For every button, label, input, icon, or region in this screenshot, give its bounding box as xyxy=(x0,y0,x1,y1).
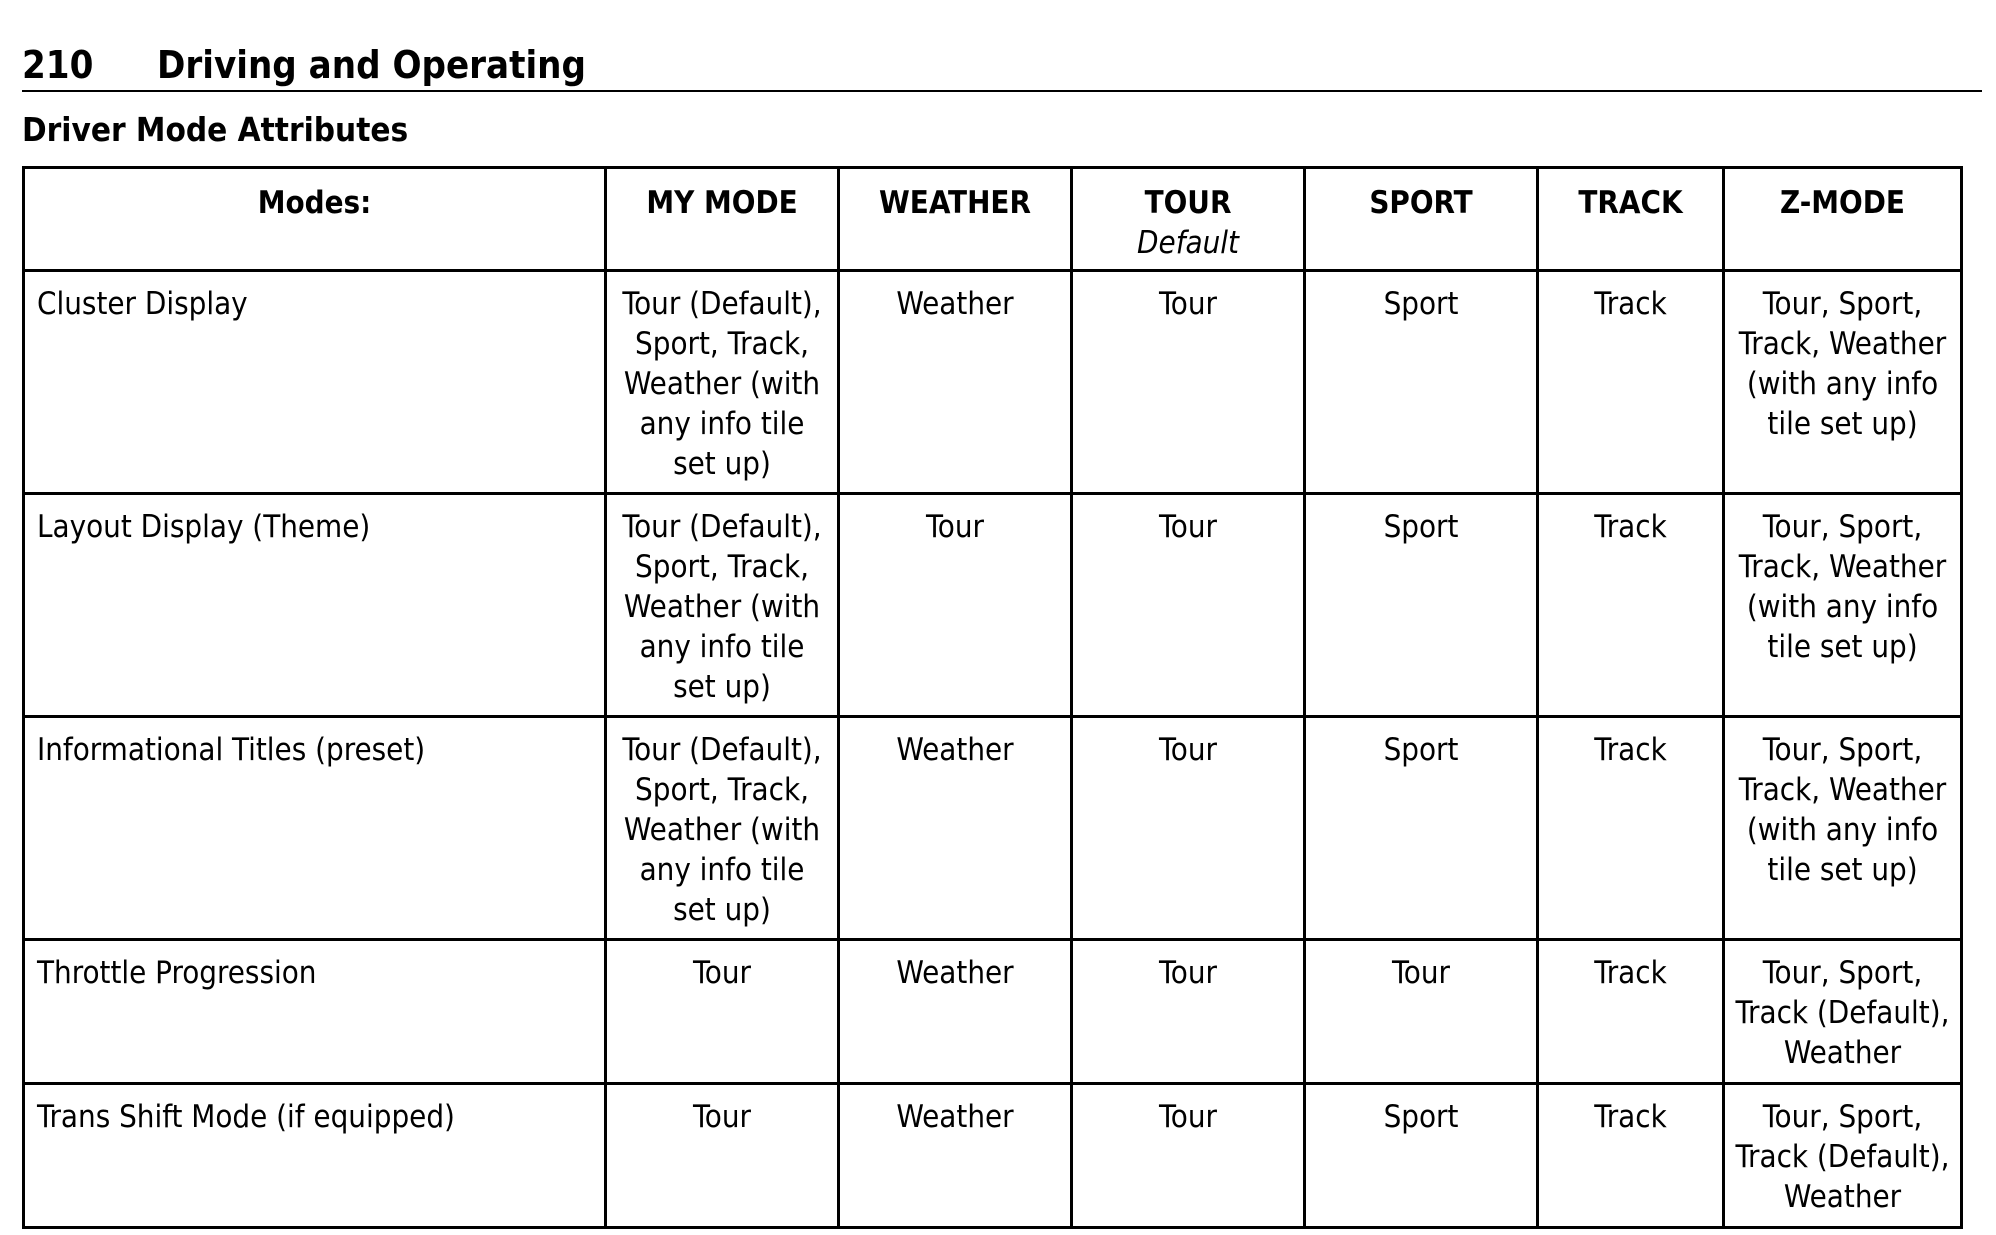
table-row xyxy=(24,940,1962,1084)
column-header-tour: TOUR Default xyxy=(1072,168,1305,271)
cell-my-mode: Tour (Default), Sport, Track, Weather (with any info tile set up) xyxy=(606,494,839,717)
cell-sport: Tour xyxy=(1305,940,1538,1084)
cell-z-mode: Tour, Sport, Track, Weather (with any info tile set up) xyxy=(1724,717,1962,940)
column-header-my-mode: MY MODE xyxy=(606,168,839,271)
cell-track: Track xyxy=(1538,494,1724,717)
cell-track: Track xyxy=(1538,271,1724,494)
table-row xyxy=(24,717,1962,940)
cell-tour: Tour xyxy=(1072,271,1305,494)
row-label: Trans Shift Mode (if equipped) xyxy=(24,1084,606,1228)
cell-track: Track xyxy=(1538,940,1724,1084)
page-header xyxy=(22,34,1982,92)
row-label: Informational Titles (preset) xyxy=(24,717,606,940)
cell-sport: Sport xyxy=(1305,271,1538,494)
cell-z-mode: Tour, Sport, Track, Weather (with any info tile set up) xyxy=(1724,271,1962,494)
table-row xyxy=(24,494,1962,717)
cell-weather: Weather xyxy=(839,940,1072,1084)
table-title: Driver Mode Attributes xyxy=(22,110,409,149)
header-row xyxy=(24,168,1962,271)
table-row xyxy=(24,1084,1962,1228)
row-label: Throttle Progression xyxy=(24,940,606,1084)
cell-tour: Tour xyxy=(1072,494,1305,717)
cell-track: Track xyxy=(1538,717,1724,940)
column-header-weather: WEATHER xyxy=(839,168,1072,271)
cell-tour: Tour xyxy=(1072,717,1305,940)
cell-sport: Sport xyxy=(1305,1084,1538,1228)
cell-tour: Tour xyxy=(1072,1084,1305,1228)
cell-z-mode: Tour, Sport, Track (Default), Weather xyxy=(1724,940,1962,1084)
cell-weather: Weather xyxy=(839,717,1072,940)
driver-mode-attributes-table xyxy=(22,166,1963,1229)
cell-my-mode: Tour xyxy=(606,1084,839,1228)
cell-my-mode: Tour (Default), Sport, Track, Weather (with any info tile set up) xyxy=(606,717,839,940)
cell-track: Track xyxy=(1538,1084,1724,1228)
cell-weather: Weather xyxy=(839,1084,1072,1228)
column-header-sport: SPORT xyxy=(1305,168,1538,271)
page-number: 210 xyxy=(22,43,94,87)
column-header-modes: Modes: xyxy=(24,168,606,271)
row-label: Cluster Display xyxy=(24,271,606,494)
section-title: Driving and Operating xyxy=(157,43,586,87)
column-header-z-mode: Z-MODE xyxy=(1724,168,1962,271)
cell-z-mode: Tour, Sport, Track (Default), Weather xyxy=(1724,1084,1962,1228)
cell-weather: Tour xyxy=(839,494,1072,717)
cell-weather: Weather xyxy=(839,271,1072,494)
cell-my-mode: Tour (Default), Sport, Track, Weather (with any info tile set up) xyxy=(606,271,839,494)
cell-z-mode: Tour, Sport, Track, Weather (with any info tile set up) xyxy=(1724,494,1962,717)
cell-sport: Sport xyxy=(1305,717,1538,940)
cell-tour: Tour xyxy=(1072,940,1305,1084)
tour-default-note: Default xyxy=(1137,225,1239,261)
row-label: Layout Display (Theme) xyxy=(24,494,606,717)
cell-my-mode: Tour xyxy=(606,940,839,1084)
column-header-track: TRACK xyxy=(1538,168,1724,271)
table-row xyxy=(24,271,1962,494)
cell-sport: Sport xyxy=(1305,494,1538,717)
